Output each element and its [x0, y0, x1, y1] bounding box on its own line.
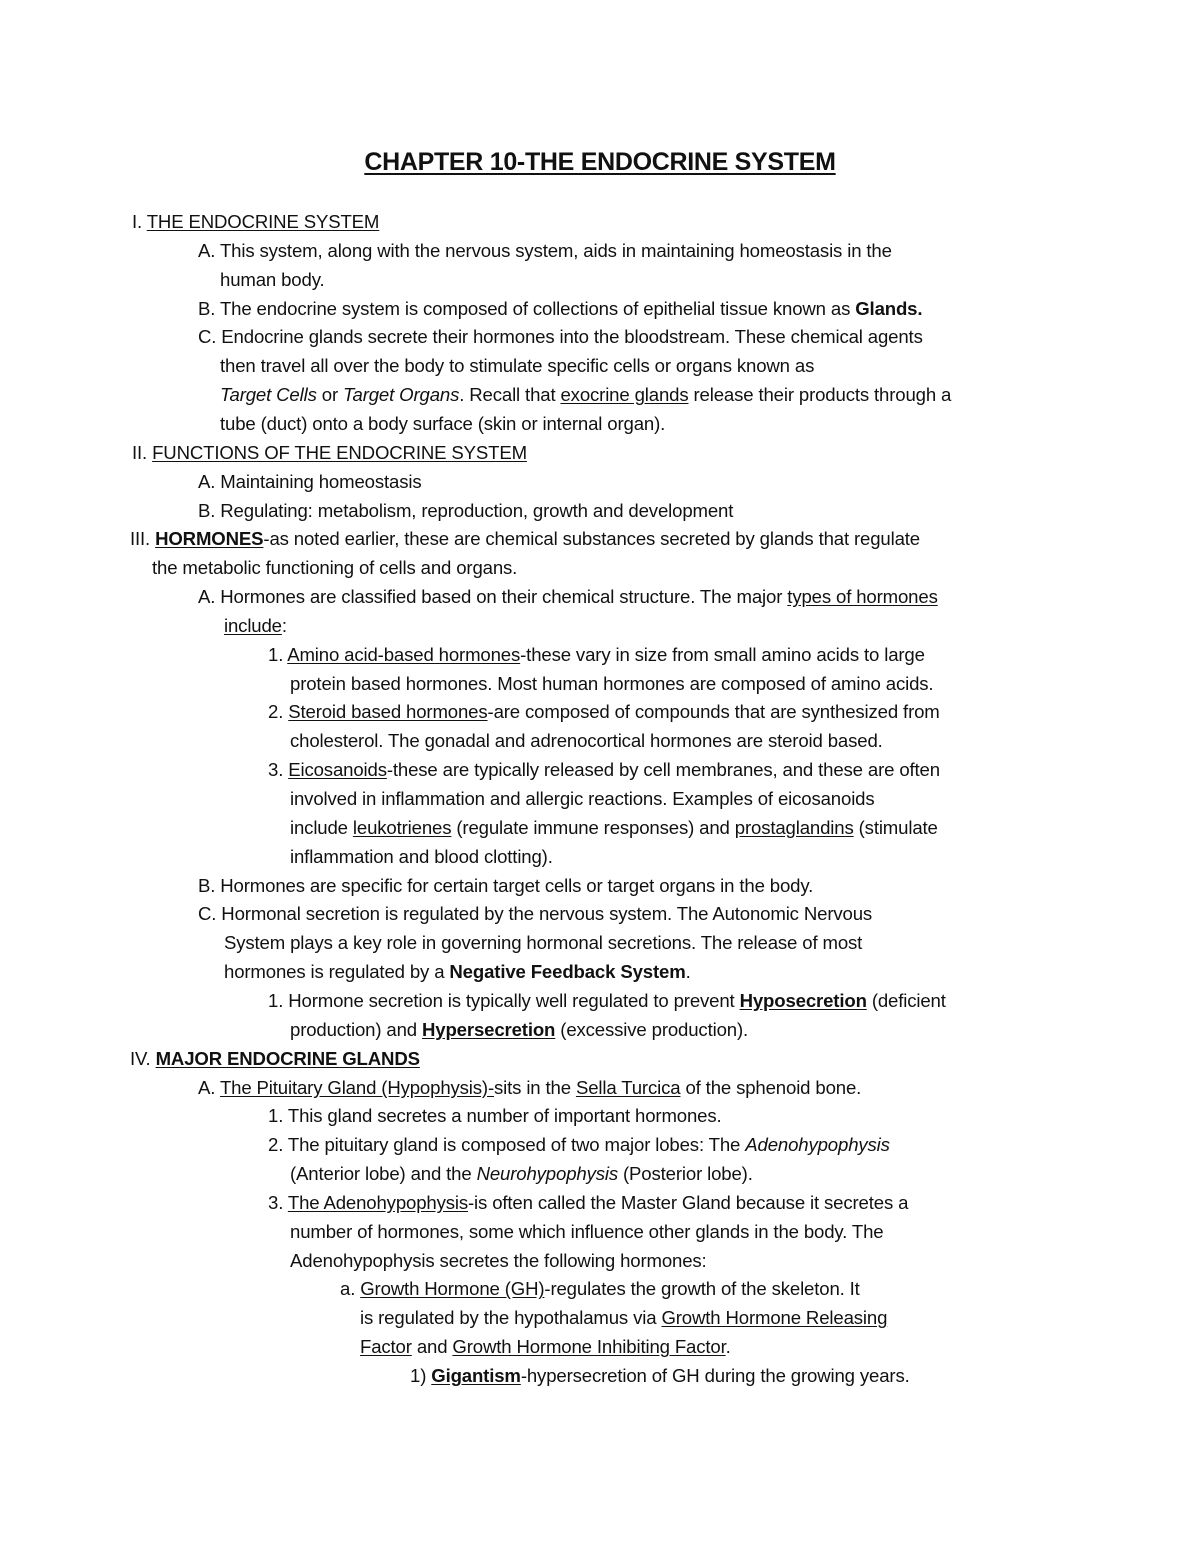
- emphasis-text: leukotrienes: [352, 816, 452, 838]
- line-text: -hypersecretion of GH during the growing years.: [520, 1365, 910, 1386]
- line-text: 3.: [268, 759, 289, 781]
- line-text: A. Maintaining homeostasis: [198, 470, 422, 492]
- line-text: and: [411, 1336, 453, 1358]
- line-text: is regulated by the hypothalamus via: [360, 1307, 662, 1329]
- line-text: .: [725, 1336, 731, 1358]
- line-text: 3.: [268, 1191, 288, 1213]
- outline-line: [268, 989, 946, 1013]
- emphasis-text: Adenohypophysis: [745, 1134, 890, 1156]
- emphasis-text: Neurohypophysis: [476, 1163, 618, 1185]
- line-text: (excessive production).: [555, 1018, 749, 1040]
- emphasis-text: The Adenohypophysis: [287, 1191, 469, 1213]
- outline-line: [410, 1364, 910, 1388]
- line-text: B. The endocrine system is composed of collections of epithelial tissue known as: [198, 297, 856, 319]
- line-text: sits in the: [494, 1076, 576, 1098]
- outline-line: [268, 1191, 908, 1215]
- line-text: II.: [132, 441, 153, 463]
- line-text: inflammation and blood clotting).: [290, 845, 553, 867]
- outline-line: [290, 1220, 883, 1244]
- line-text: A. This system, along with the nervous system, aids in maintaining homeostasis in the: [198, 239, 892, 261]
- line-text: 2. The pituitary gland is composed of two major lobes: The: [268, 1134, 746, 1156]
- line-text: I.: [132, 211, 147, 232]
- outline-line: [198, 585, 938, 609]
- emphasis-text: FUNCTIONS OF THE ENDOCRINE SYSTEM: [152, 441, 527, 463]
- line-text: III.: [130, 528, 156, 550]
- outline-line: [198, 902, 872, 926]
- outline-line: [290, 1162, 753, 1186]
- line-text: 1.: [268, 643, 288, 665]
- line-text: number of hormones, some which influence other glands in the body. The: [290, 1220, 884, 1242]
- line-text: A. Hormones are classified based on their chemical structure. The major: [198, 586, 788, 608]
- outline-line: [152, 556, 517, 580]
- line-text: involved in inflammation and allergic reactions. Examples of eicosanoids: [290, 788, 875, 809]
- line-text: the metabolic functioning of cells and organs.: [152, 557, 518, 579]
- line-text: 1. This gland secretes a number of important hormones.: [268, 1105, 722, 1127]
- outline-line: [130, 527, 920, 551]
- line-text: (Anterior lobe) and the: [290, 1163, 477, 1185]
- emphasis-text: prostaglandins: [734, 816, 854, 838]
- outline-line: [224, 960, 691, 984]
- outline-line: [340, 1277, 860, 1301]
- emphasis-text: Glands.: [855, 297, 923, 319]
- line-text: (stimulate: [853, 816, 938, 838]
- line-text: human body.: [220, 268, 325, 290]
- line-text: -regulates the growth of the skeleton. It: [544, 1278, 860, 1300]
- line-text: :: [281, 614, 287, 636]
- outline-line: [220, 354, 814, 378]
- line-text: B. Regulating: metabolism, reproduction, growth and development: [198, 499, 734, 521]
- outline-line: [268, 700, 940, 724]
- emphasis-text: exocrine glands: [560, 384, 689, 406]
- outline-line: [290, 1249, 707, 1273]
- outline-line: [132, 441, 527, 465]
- line-text: 1. Hormone secretion is typically well regulated to prevent: [268, 989, 740, 1011]
- line-text: then travel all over the body to stimulate specific cells or organs known as: [220, 355, 815, 377]
- outline-line: [220, 268, 324, 292]
- line-text: (regulate immune responses) and: [451, 816, 735, 838]
- line-text: .: [685, 961, 691, 983]
- outline-line: [198, 297, 922, 321]
- outline-line: [198, 874, 813, 898]
- outline-line: [220, 383, 951, 407]
- line-text: System plays a key role in governing hormonal secretions. The release of most: [224, 932, 863, 954]
- outline-line: [290, 672, 933, 696]
- emphasis-text: types of hormones: [787, 586, 938, 608]
- outline-line: [290, 845, 553, 869]
- line-text: protein based hormones. Most human hormones are composed of amino acids.: [290, 672, 934, 694]
- line-text: (Posterior lobe).: [618, 1163, 753, 1185]
- line-text: IV.: [130, 1047, 156, 1069]
- line-text: -is often called the Master Gland because it secretes a: [468, 1191, 909, 1213]
- emphasis-text: Factor: [360, 1336, 412, 1358]
- outline-line: [132, 210, 379, 234]
- outline-line: [224, 614, 287, 638]
- outline-line: [224, 931, 862, 955]
- outline-line: [198, 470, 421, 494]
- emphasis-text: Growth Hormone Inhibiting Factor: [452, 1336, 726, 1358]
- outline-line: [268, 1133, 890, 1157]
- emphasis-text: Growth Hormone (GH): [360, 1278, 545, 1300]
- outline-line: [290, 1018, 748, 1042]
- outline-line: [290, 816, 938, 840]
- line-text: B. Hormones are specific for certain target cells or target organs in the body.: [198, 874, 814, 896]
- emphasis-text: Hyposecretion: [739, 989, 867, 1011]
- line-text: -these vary in size from small amino acids to large: [520, 643, 925, 665]
- emphasis-text: Hypersecretion: [421, 1018, 556, 1040]
- outline-line: [290, 729, 883, 753]
- line-text: -as noted earlier, these are chemical substances secreted by glands that regulate: [263, 528, 920, 550]
- outline-line: [198, 239, 892, 263]
- line-text: (deficient: [866, 989, 946, 1011]
- emphasis-text: Negative Feedback System: [449, 961, 686, 983]
- line-text: -are composed of compounds that are synthesized from: [487, 701, 940, 723]
- line-text: C. Endocrine glands secrete their hormones into the bloodstream. These chemical agents: [198, 326, 923, 348]
- outline-line: [268, 758, 940, 782]
- emphasis-text: Gigantism: [431, 1365, 521, 1386]
- outline-line: [290, 787, 875, 811]
- outline-line: [198, 499, 733, 523]
- line-text: A.: [198, 1076, 220, 1098]
- line-text: of the sphenoid bone.: [680, 1076, 862, 1098]
- line-text: . Recall that: [459, 384, 561, 406]
- line-text: or: [316, 384, 343, 406]
- line-text: 2.: [268, 701, 289, 723]
- outline-line: [360, 1335, 731, 1359]
- emphasis-text: THE ENDOCRINE SYSTEM: [146, 211, 380, 232]
- line-text: C. Hormonal secretion is regulated by the nervous system. The Autonomic Nervous: [198, 903, 873, 925]
- line-text: tube (duct) onto a body surface (skin or internal organ).: [220, 412, 666, 434]
- line-text: -these are typically released by cell membranes, and these are often: [386, 759, 940, 781]
- emphasis-text: Growth Hormone Releasing: [661, 1307, 888, 1329]
- line-text: cholesterol. The gonadal and adrenocortical hormones are steroid based.: [290, 730, 883, 752]
- emphasis-text: Target Organs: [343, 384, 460, 406]
- line-text: hormones is regulated by a: [224, 961, 450, 983]
- emphasis-text: HORMONES: [155, 528, 264, 550]
- line-text: Adenohypophysis secretes the following hormones:: [290, 1249, 707, 1271]
- chapter-title: CHAPTER 10-THE ENDOCRINE SYSTEM: [364, 148, 836, 176]
- emphasis-text: Sella Turcica: [575, 1076, 681, 1098]
- emphasis-text: Steroid based hormones: [288, 701, 488, 723]
- outline-line: [268, 1104, 722, 1128]
- outline-line: [268, 643, 925, 667]
- line-text: a.: [340, 1278, 361, 1300]
- emphasis-text: MAJOR ENDOCRINE GLANDS: [155, 1047, 420, 1069]
- emphasis-text: The Pituitary Gland (Hypophysis)-: [219, 1076, 495, 1098]
- emphasis-text: Amino acid-based hormones: [287, 643, 521, 665]
- outline-line: [220, 412, 665, 436]
- emphasis-text: Eicosanoids: [288, 759, 387, 781]
- emphasis-text: include: [224, 614, 282, 636]
- line-text: include: [290, 816, 353, 838]
- line-text: 1): [410, 1365, 432, 1386]
- line-text: release their products through a: [688, 384, 952, 406]
- outline-line: [198, 325, 923, 349]
- line-text: production) and: [290, 1018, 422, 1040]
- outline-line: [360, 1306, 887, 1330]
- outline-line: [130, 1047, 420, 1071]
- outline-line: [198, 1076, 861, 1100]
- emphasis-text: Target Cells: [220, 384, 317, 406]
